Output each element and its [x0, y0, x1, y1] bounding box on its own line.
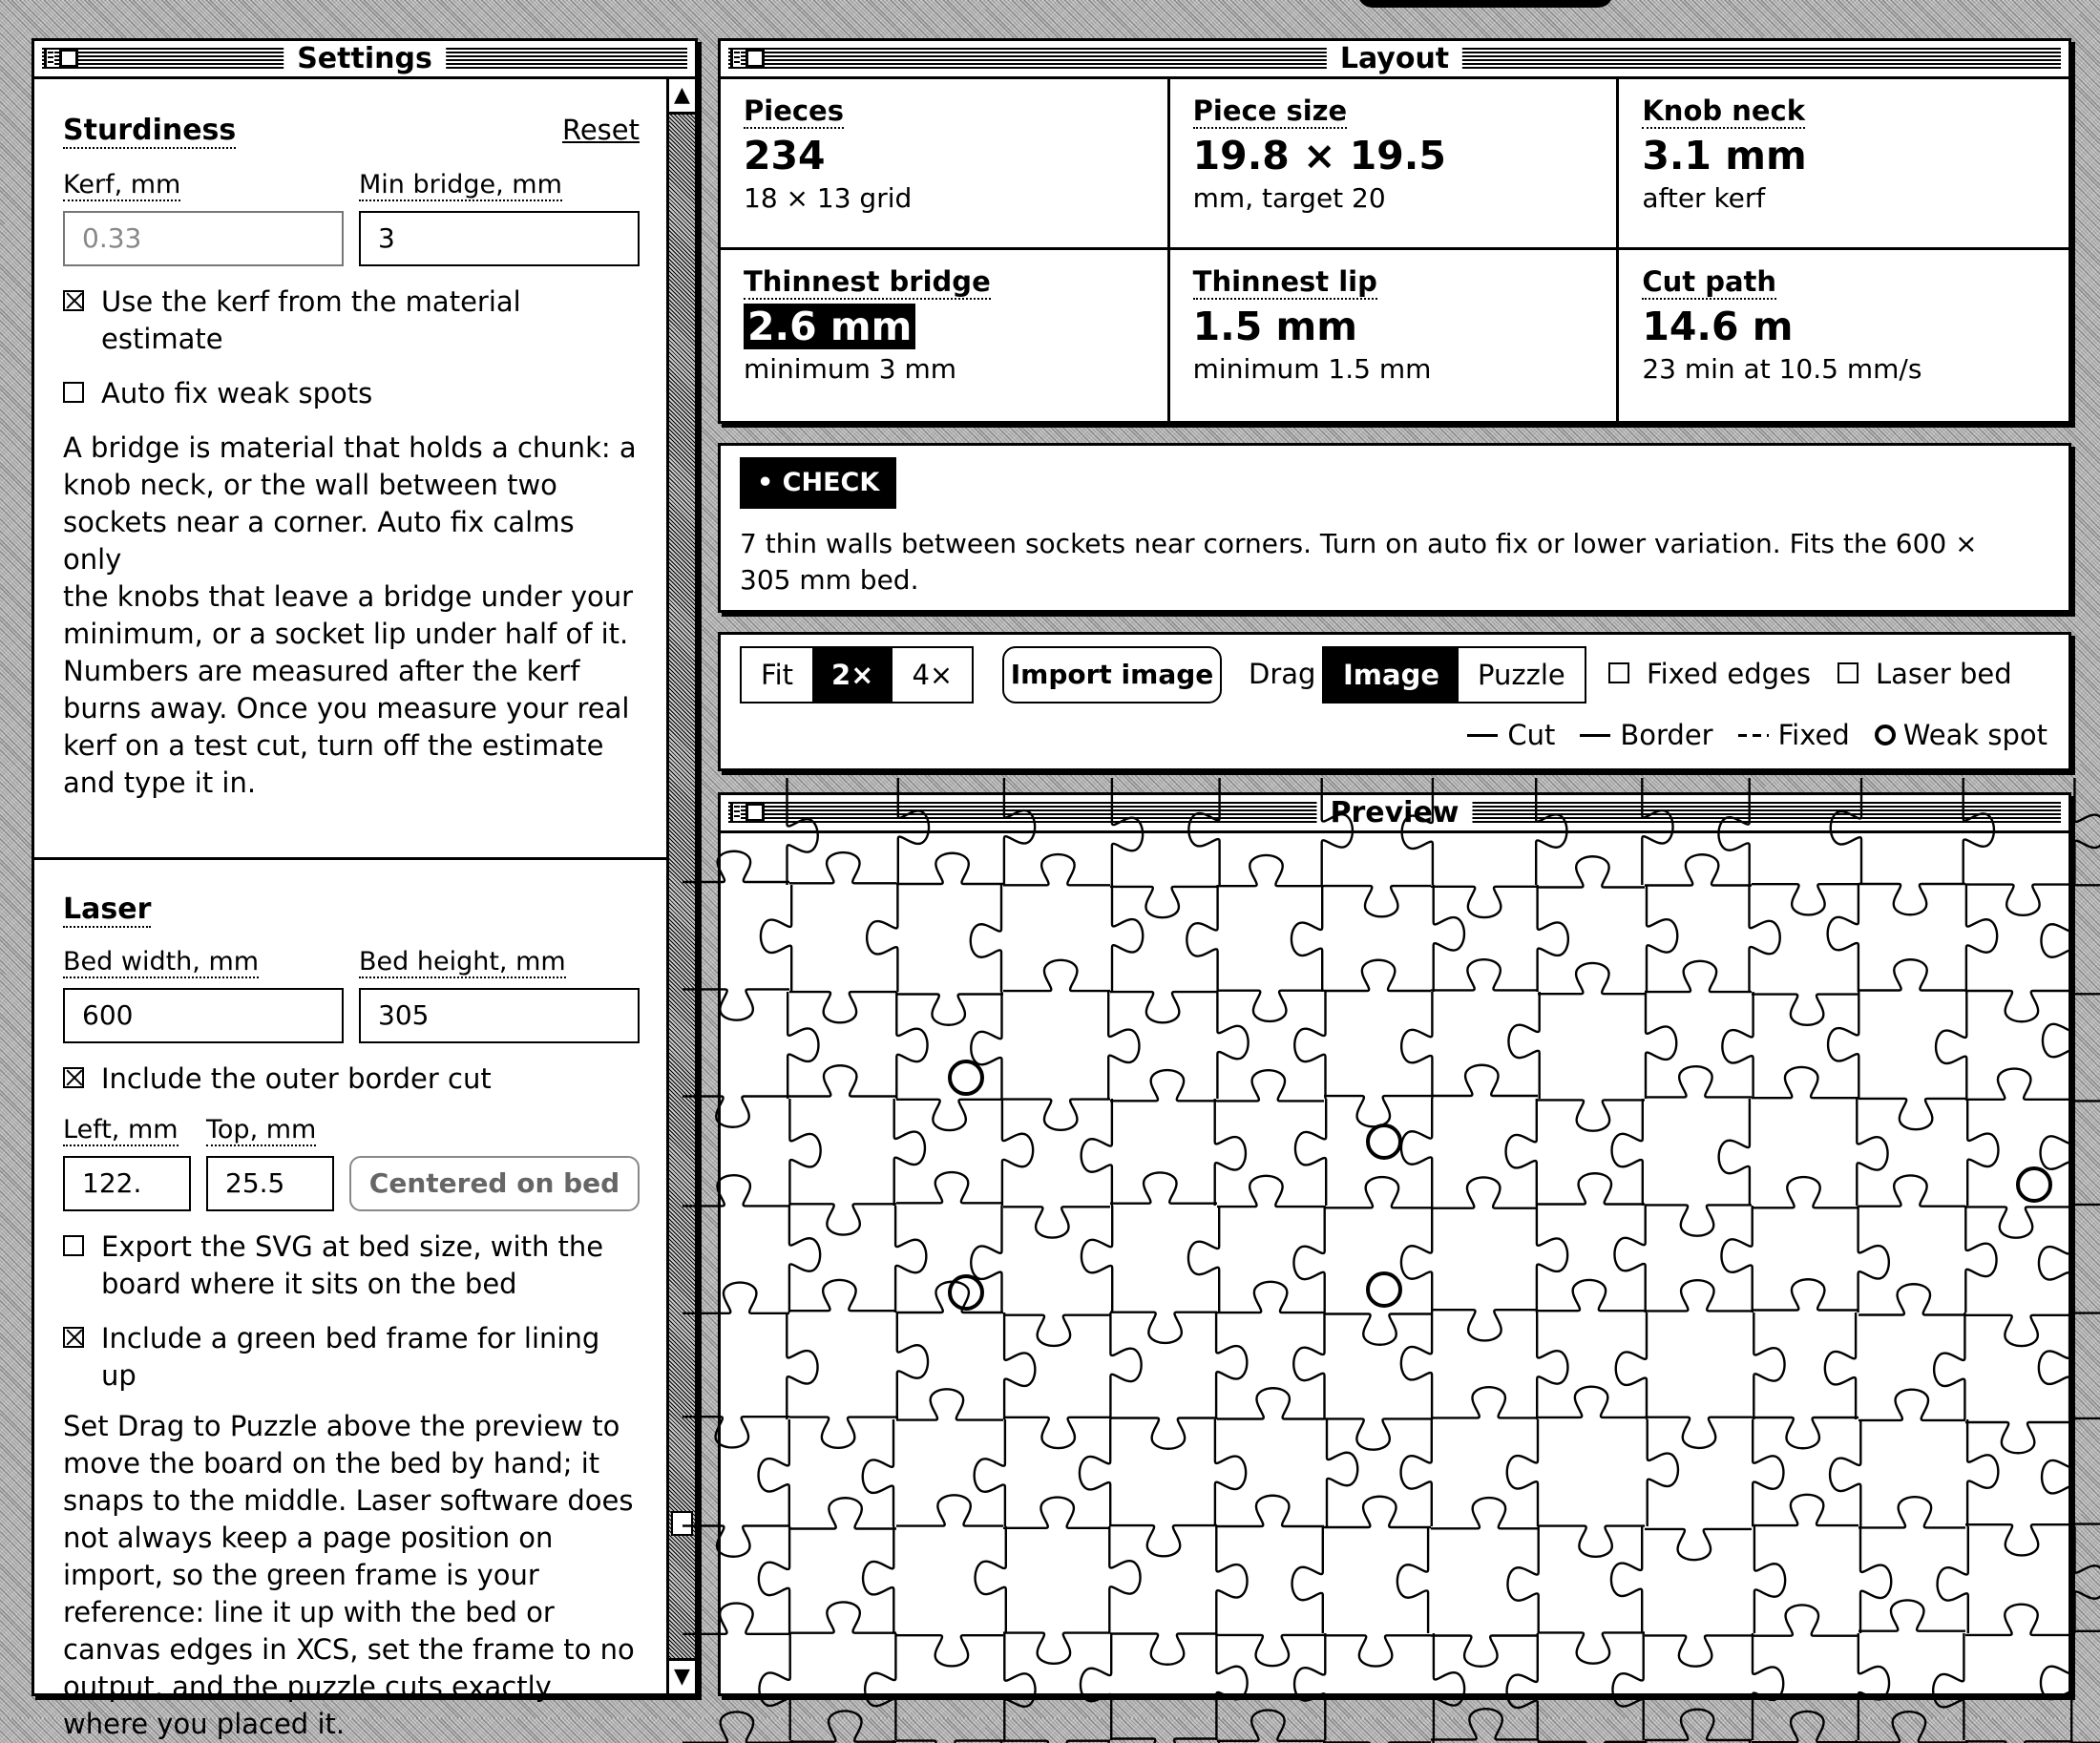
bed-height-input[interactable]: 305 — [359, 988, 640, 1043]
bed-frame-checkbox[interactable]: Include a green bed frame for lining up — [63, 1320, 640, 1395]
preview-legend — [1467, 719, 2048, 751]
checkbox-empty-icon — [63, 382, 84, 403]
kerf-input[interactable]: 0.33 — [63, 211, 344, 266]
top-label: Top, mm — [206, 1115, 317, 1144]
puzzle-canvas[interactable] — [721, 833, 2068, 1693]
drag-label: Drag — [1249, 658, 1316, 690]
settings-titlebar[interactable] — [34, 41, 695, 79]
layout-window — [718, 38, 2071, 424]
close-box-icon[interactable] — [59, 49, 78, 68]
drag-image-option[interactable]: Image — [1324, 648, 1459, 702]
settings-scrollbar[interactable] — [666, 79, 695, 1693]
laser-bed-checkbox[interactable]: Laser bed — [1838, 656, 2012, 693]
scroll-thumb[interactable] — [671, 1511, 693, 1536]
drag-segmented-control — [1322, 646, 1586, 704]
legend-fixed: Fixed — [1738, 719, 1850, 751]
stat-cut-path: Cut path 14.6 m 23 min at 10.5 mm/s — [1642, 265, 1922, 385]
window-title: Layout — [1327, 43, 1462, 75]
auto-fix-checkbox[interactable]: Auto fix weak spots — [63, 375, 640, 412]
fixed-edges-checkbox[interactable]: Fixed edges — [1608, 656, 1811, 693]
zoom-4x-option[interactable]: 4× — [912, 659, 954, 691]
preview-window — [718, 792, 2071, 1696]
section-heading: Laser — [63, 892, 152, 926]
checkbox-empty-icon — [63, 1235, 84, 1256]
legend-cut: Cut — [1467, 719, 1555, 751]
puzzle-preview-svg — [721, 833, 2068, 1693]
weak-spot-marker[interactable] — [950, 1061, 982, 1094]
centered-on-bed-button[interactable]: Centered on bed — [349, 1156, 640, 1211]
cut-lines — [682, 778, 2100, 1743]
checkbox-checked-icon — [63, 1327, 84, 1348]
window-menu-icon[interactable] — [44, 50, 54, 67]
drag-puzzle-option[interactable]: Puzzle — [1478, 659, 1565, 691]
cut-line-swatch — [1467, 734, 1498, 737]
checkbox-checked-icon — [63, 290, 84, 311]
use-kerf-estimate-checkbox[interactable]: Use the kerf from the material estimate — [63, 284, 640, 358]
stat-piece-size: Piece size 19.8 × 19.5 mm, target 20 — [1170, 79, 1620, 250]
checkbox-empty-icon — [1608, 662, 1629, 683]
bed-width-input[interactable]: 600 — [63, 988, 344, 1043]
warning-value: 2.6 mm — [744, 304, 915, 349]
left-input[interactable]: 122. — [63, 1156, 191, 1211]
checkbox-checked-icon — [63, 1067, 84, 1088]
laser-section — [34, 860, 666, 1743]
border-line-swatch — [1580, 734, 1610, 737]
stat-pieces: Pieces 234 18 × 13 grid — [721, 79, 1170, 250]
window-menu-icon[interactable] — [730, 50, 741, 67]
kerf-label: Kerf, mm — [63, 170, 181, 200]
min-bridge-input[interactable]: 3 — [359, 211, 640, 266]
bed-height-label: Bed height, mm — [359, 947, 566, 976]
top-input[interactable]: 25.5 — [206, 1156, 334, 1211]
close-box-icon[interactable] — [746, 803, 765, 822]
export-bed-size-checkbox[interactable]: Export the SVG at bed size, with the board where it sits on the bed — [63, 1228, 640, 1303]
outer-border-checkbox[interactable]: Include the outer border cut — [63, 1060, 640, 1098]
settings-window — [32, 38, 698, 1740]
check-badge: • CHECK — [740, 457, 896, 509]
settings-scroll-content — [34, 79, 666, 1740]
legend-border: Border — [1580, 719, 1712, 751]
layout-titlebar[interactable] — [721, 41, 2068, 79]
zoom-2x-option[interactable]: 2× — [812, 648, 892, 702]
weak-spot-marker[interactable] — [1368, 1125, 1400, 1158]
window-title: Preview — [1316, 797, 1472, 830]
layout-stats-grid — [721, 79, 2068, 421]
check-message: 7 thin walls between sockets near corners. Turn on auto fix or lower variation. Fits the 600 × 305 mm bed. — [740, 528, 1978, 596]
weak-spot-marker[interactable] — [1368, 1273, 1400, 1306]
sturdiness-section — [34, 79, 666, 860]
preview-toolbar — [718, 632, 2071, 771]
laser-help-text: Set Drag to Puzzle above the preview to move the board on the bed by hand; it snaps to the middle. Laser software does not always keep a page position on import, so the green frame is your reference: line it up with the bed or canvas edges in XCS, set the frame to no output, and the puzzle cuts exactly where you placed it. — [63, 1410, 635, 1740]
section-heading: Sturdiness — [63, 114, 237, 147]
close-box-icon[interactable] — [746, 49, 765, 68]
bed-width-label: Bed width, mm — [63, 947, 260, 976]
legend-weak-spot: Weak spot — [1875, 719, 2048, 751]
stat-thinnest-bridge: Thinnest bridge 2.6 mm minimum 3 mm — [721, 250, 1170, 421]
scroll-down-arrow-icon[interactable]: ▼ — [669, 1658, 695, 1693]
sturdiness-help-text: A bridge is material that holds a chunk: a knob neck, or the wall between two sockets near a corner. Auto fix calms only the knobs that leave a bridge under your minimum, or a socket lip under half of it. Numbers are measured after the kerf burns away. Once you measure your real kerf on a test cut, turn off the estimate and type it in. — [63, 431, 637, 799]
import-image-button[interactable]: Import image — [1002, 646, 1222, 704]
zoom-segmented-control — [740, 646, 974, 704]
preview-titlebar[interactable] — [721, 795, 2068, 833]
window-menu-icon[interactable] — [730, 804, 741, 821]
stat-thinnest-lip: Thinnest lip 1.5 mm minimum 1.5 mm — [1170, 250, 1620, 421]
scroll-up-arrow-icon[interactable]: ▲ — [669, 79, 695, 115]
weak-spot-marker[interactable] — [2018, 1168, 2050, 1201]
window-title: Settings — [284, 43, 446, 75]
fixed-dash-swatch — [1738, 734, 1769, 737]
min-bridge-label: Min bridge, mm — [359, 170, 562, 200]
weak-spot-ring-icon — [1875, 724, 1896, 746]
reset-link[interactable]: Reset — [561, 114, 640, 146]
left-label: Left, mm — [63, 1115, 178, 1144]
zoom-fit-option[interactable]: Fit — [761, 659, 793, 691]
stat-knob-neck: Knob neck 3.1 mm after kerf — [1619, 79, 2068, 250]
menu-bar-tab — [1357, 0, 1613, 8]
checkbox-empty-icon — [1838, 662, 1858, 683]
check-panel — [718, 443, 2071, 613]
